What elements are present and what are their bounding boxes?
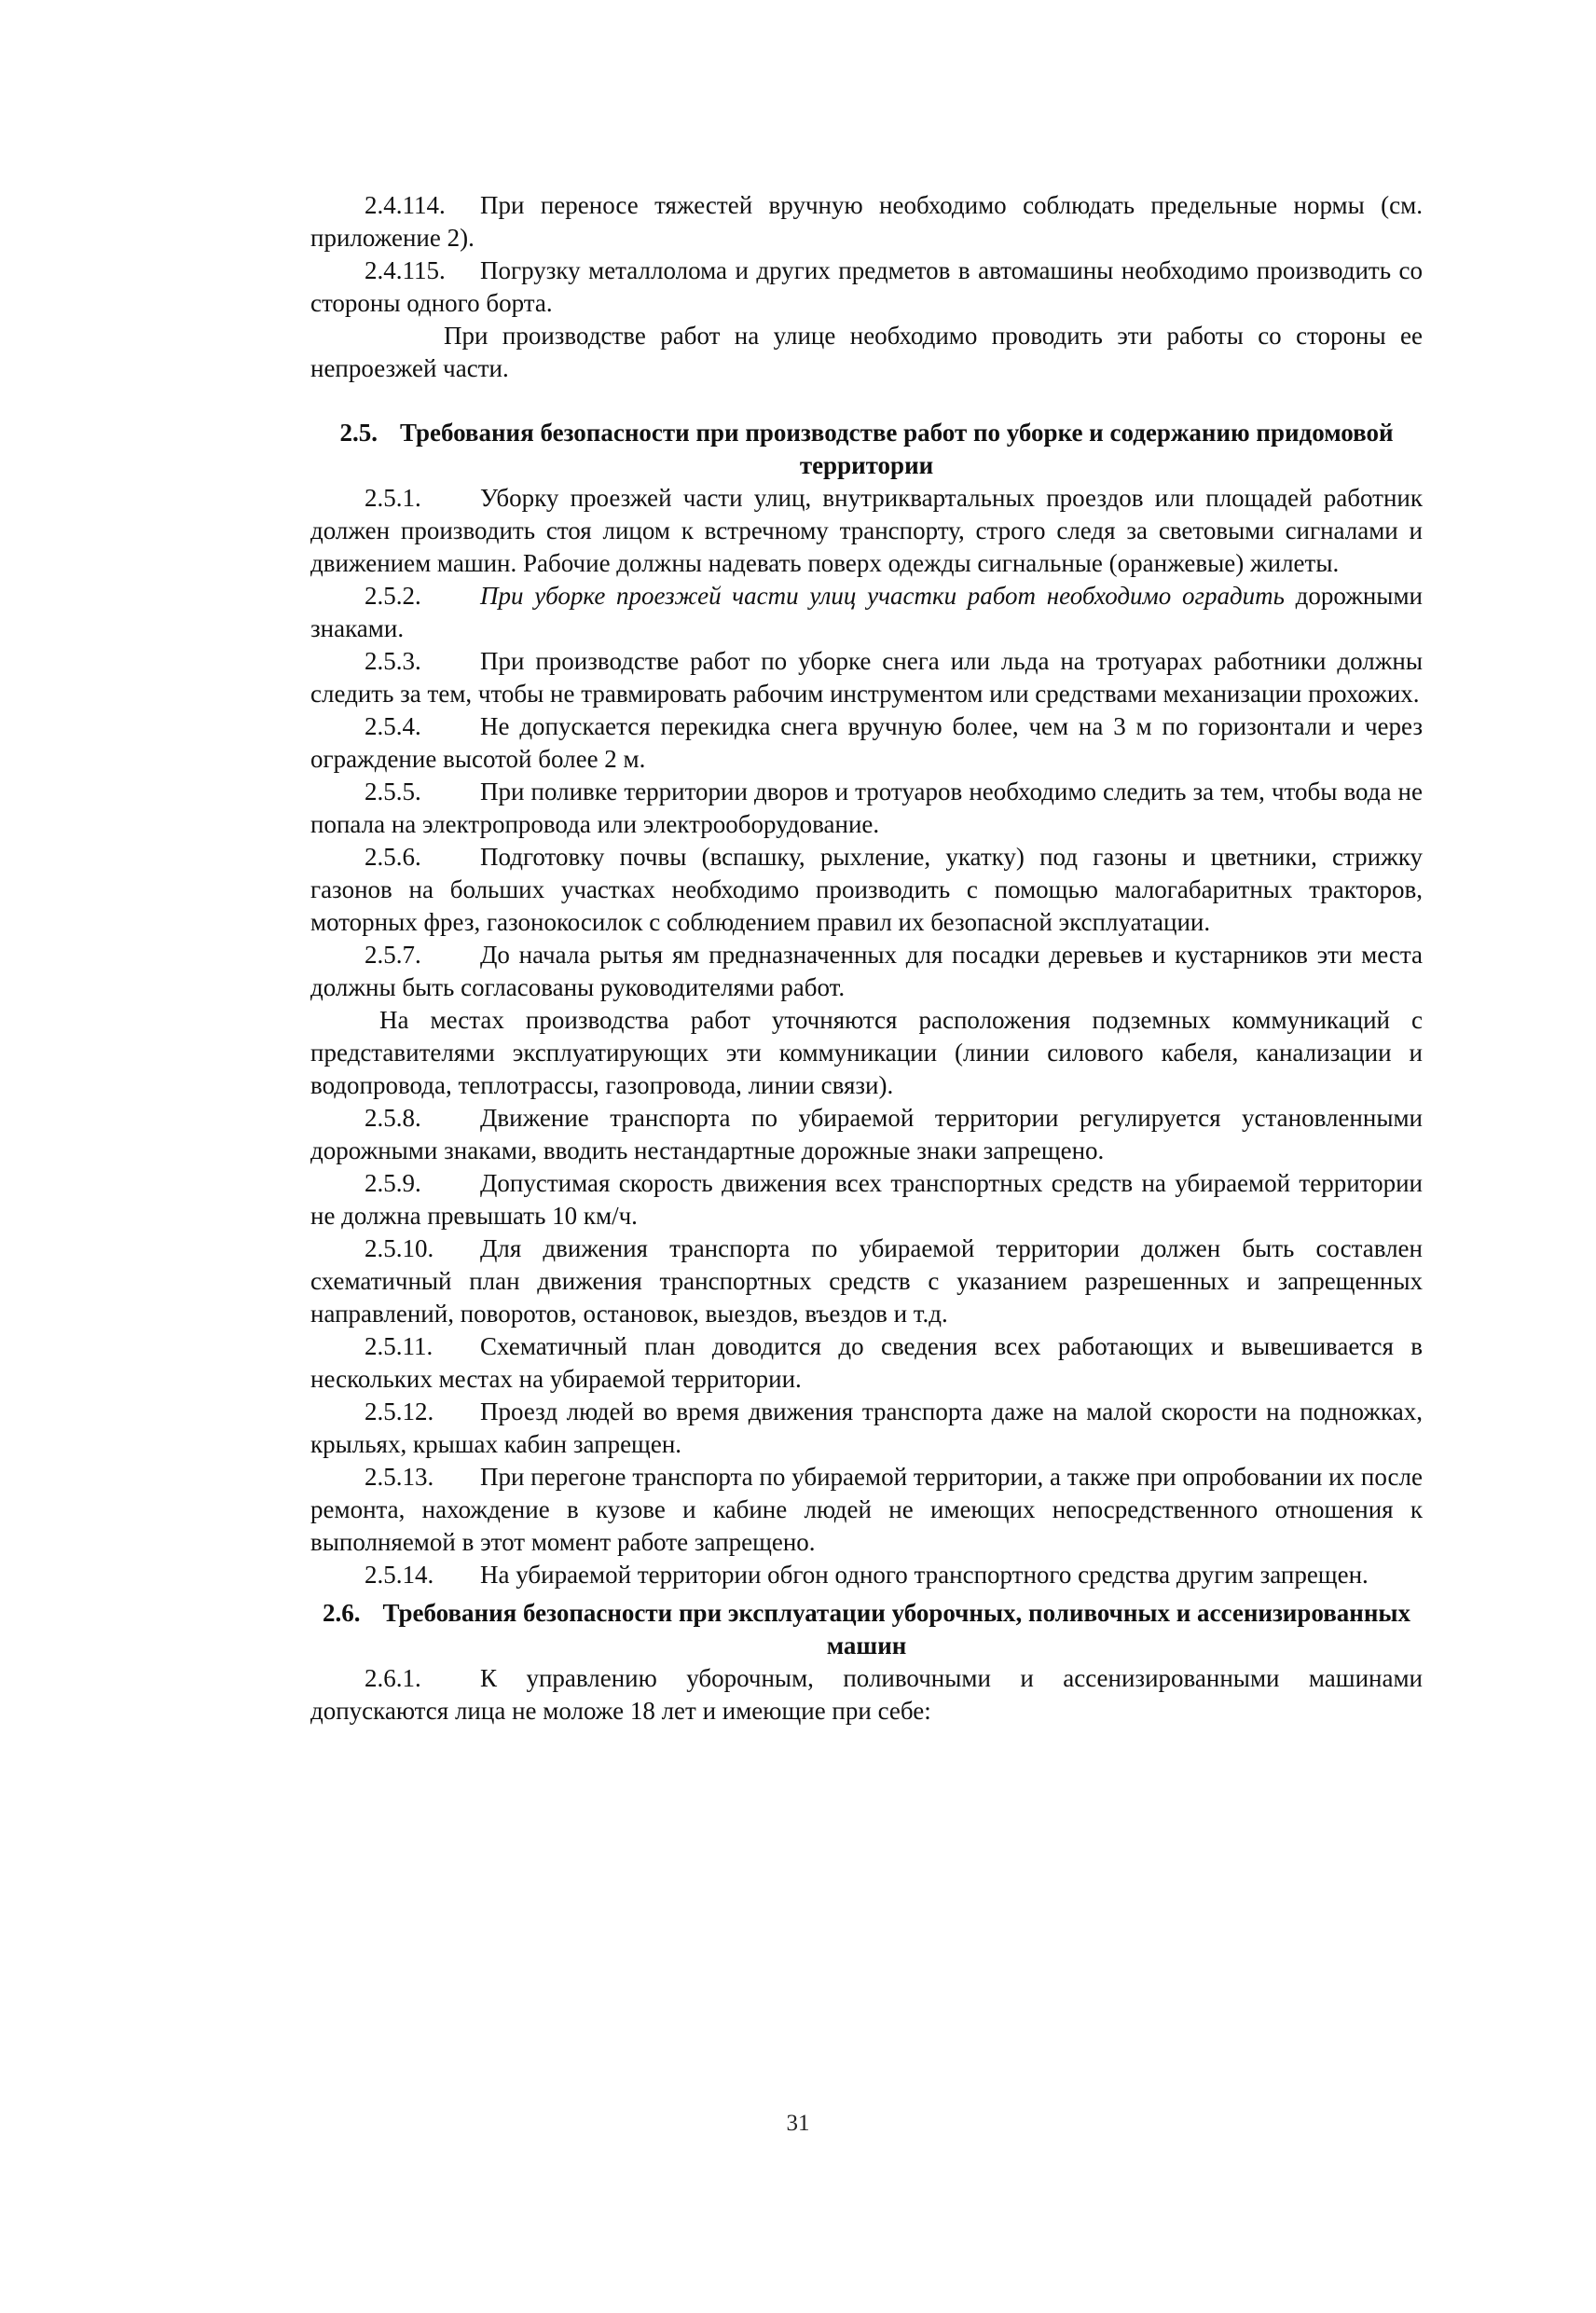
clause-number: 2.4.114. bbox=[365, 191, 446, 219]
clause-number: 2.5.7. bbox=[365, 941, 421, 969]
clause-text: Проезд людей во время движения транспорта даже на малой скорости на подножках, крыльях, крышах кабин запрещен. bbox=[310, 1397, 1423, 1458]
paragraph-2-5-5 bbox=[310, 776, 1423, 841]
section-number: 2.5. bbox=[339, 419, 378, 447]
clause-number: 2.5.2. bbox=[365, 582, 421, 610]
clause-number: 2.5.13. bbox=[365, 1463, 434, 1491]
paragraph-2-5-13 bbox=[310, 1461, 1423, 1559]
section-title: Требования безопасности при производстве работ по уборке и содержанию придомовой территории bbox=[399, 419, 1394, 479]
paragraph-2-5-14 bbox=[310, 1559, 1423, 1591]
clause-text: Погрузку металлолома и других предметов в автомашины необходимо производить со стороны одного борта. bbox=[310, 256, 1423, 317]
paragraph-2-4-115 bbox=[310, 255, 1423, 320]
paragraph-street-note: При производстве работ на улице необходимо проводить эти работы со стороны ее непроезжей части. bbox=[310, 322, 1423, 382]
clause-number: 2.5.11. bbox=[365, 1332, 433, 1360]
paragraph-2-5-8 bbox=[310, 1102, 1423, 1167]
clause-text: Допустимая скорость движения всех транспортных средств на убираемой территории не должна превышать 10 км/ч. bbox=[310, 1169, 1423, 1230]
clause-number: 2.5.3. bbox=[365, 647, 421, 675]
clause-text: При переносе тяжестей вручную необходимо соблюдать предельные нормы (см. приложение 2). bbox=[310, 191, 1423, 252]
page-number: 31 bbox=[786, 2111, 810, 2136]
clause-number: 2.6.1. bbox=[365, 1664, 421, 1692]
paragraph-2-5-10 bbox=[310, 1232, 1423, 1330]
section-title: Требования безопасности при эксплуатации уборочных, поливочных и ассенизированных машин bbox=[382, 1599, 1410, 1659]
clause-number: 2.5.4. bbox=[365, 712, 421, 740]
clause-text: Для движения транспорта по убираемой территории должен быть составлен схематичный план движения транспортных средств с указанием разрешенных и запрещенных направлений, поворотов, остановок, выездов, въездов и т.д. bbox=[310, 1234, 1423, 1328]
clause-number: 2.5.10. bbox=[365, 1234, 434, 1262]
clause-number: 2.5.5. bbox=[365, 778, 421, 805]
paragraph-2-5-1 bbox=[310, 482, 1423, 580]
clause-number: 2.5.6. bbox=[365, 843, 421, 871]
section-heading-2-6 bbox=[310, 1597, 1423, 1662]
clause-text: На убираемой территории обгон одного транспортного средства другим запрещен. bbox=[480, 1561, 1369, 1589]
document-body bbox=[310, 189, 1423, 1728]
paragraph-2-5-12 bbox=[310, 1396, 1423, 1461]
clause-text: При поливке территории дворов и тротуаров необходимо следить за тем, чтобы вода не попала на электропровода или электрооборудование. bbox=[310, 778, 1423, 838]
clause-number: 2.5.12. bbox=[365, 1397, 434, 1425]
paragraph-2-5-7 bbox=[310, 939, 1423, 1004]
paragraph-2-5-11 bbox=[310, 1330, 1423, 1396]
paragraph-2-5-6 bbox=[310, 841, 1423, 939]
clause-number: 2.5.14. bbox=[365, 1561, 434, 1589]
paragraph-2-5-3 bbox=[310, 645, 1423, 710]
section-heading-2-5 bbox=[310, 417, 1423, 482]
clause-number: 2.5.9. bbox=[365, 1169, 421, 1197]
section-number: 2.6. bbox=[323, 1599, 361, 1627]
paragraph-2-4-114 bbox=[310, 189, 1423, 255]
clause-text: Подготовку почвы (вспашку, рыхление, укатку) под газоны и цветники, стрижку газонов на больших участках необходимо производить с помощью малогабаритных тракторов, моторных фрез, газонокосилок с соблюдением правил их безопасной эксплуатации. bbox=[310, 843, 1423, 936]
clause-text: Не допускается перекидка снега вручную более, чем на 3 м по горизонтали и через ограждение высотой более 2 м. bbox=[310, 712, 1423, 773]
clause-number: 2.5.8. bbox=[365, 1104, 421, 1132]
clause-text: Уборку проезжей части улиц, внутриквартальных проездов или площадей работник должен производить стоя лицом к встречному транспорту, строго следя за световыми сигналами и движением машин. Рабочие должны надевать поверх одежды сигнальные (оранжевые) жилеты. bbox=[310, 484, 1423, 577]
paragraph-2-5-2 bbox=[310, 580, 1423, 645]
clause-number: 2.4.115. bbox=[365, 256, 446, 284]
paragraph-2-5-4 bbox=[310, 710, 1423, 776]
clause-text: Схематичный план доводится до сведения всех работающих и вывешивается в нескольких местах на убираемой территории. bbox=[310, 1332, 1423, 1393]
clause-text: До начала рытья ям предназначенных для посадки деревьев и кустарников эти места должны быть согласованы руководителями работ. bbox=[310, 941, 1423, 1001]
clause-text: При перегоне транспорта по убираемой территории, а также при опробовании их после ремонта, нахождение в кузове и кабине людей не имеющих непосредственного отношения к выполняемой в этот момент работе запрещено. bbox=[310, 1463, 1423, 1556]
paragraph-2-5-9 bbox=[310, 1167, 1423, 1232]
clause-number: 2.5.1. bbox=[365, 484, 421, 512]
clause-text-italic: При уборке проезжей части улиц участки работ необходимо оградить bbox=[480, 582, 1285, 610]
clause-text: При производстве работ по уборке снега или льда на тротуарах работники должны следить за тем, чтобы не травмировать рабочим инструментом или средствами механизации прохожих. bbox=[310, 647, 1423, 708]
clause-text: К управлению уборочным, поливочными и ассенизированными машинами допускаются лица не моложе 18 лет и имеющие при себе: bbox=[310, 1664, 1423, 1725]
clause-text: Движение транспорта по убираемой территории регулируется установленными дорожными знаками, вводить нестандартные дорожные знаки запрещено. bbox=[310, 1104, 1423, 1164]
paragraph-2-6-1 bbox=[310, 1662, 1423, 1728]
paragraph-utilities-note: На местах производства работ уточняются расположения подземных коммуникаций с представителями эксплуатирующих эти коммуникации (линии силового кабеля, канализации и водопровода, теплотрассы, газопровода, линии связи). bbox=[310, 1006, 1423, 1099]
clause-text: дорожными знаками. bbox=[310, 582, 1423, 642]
